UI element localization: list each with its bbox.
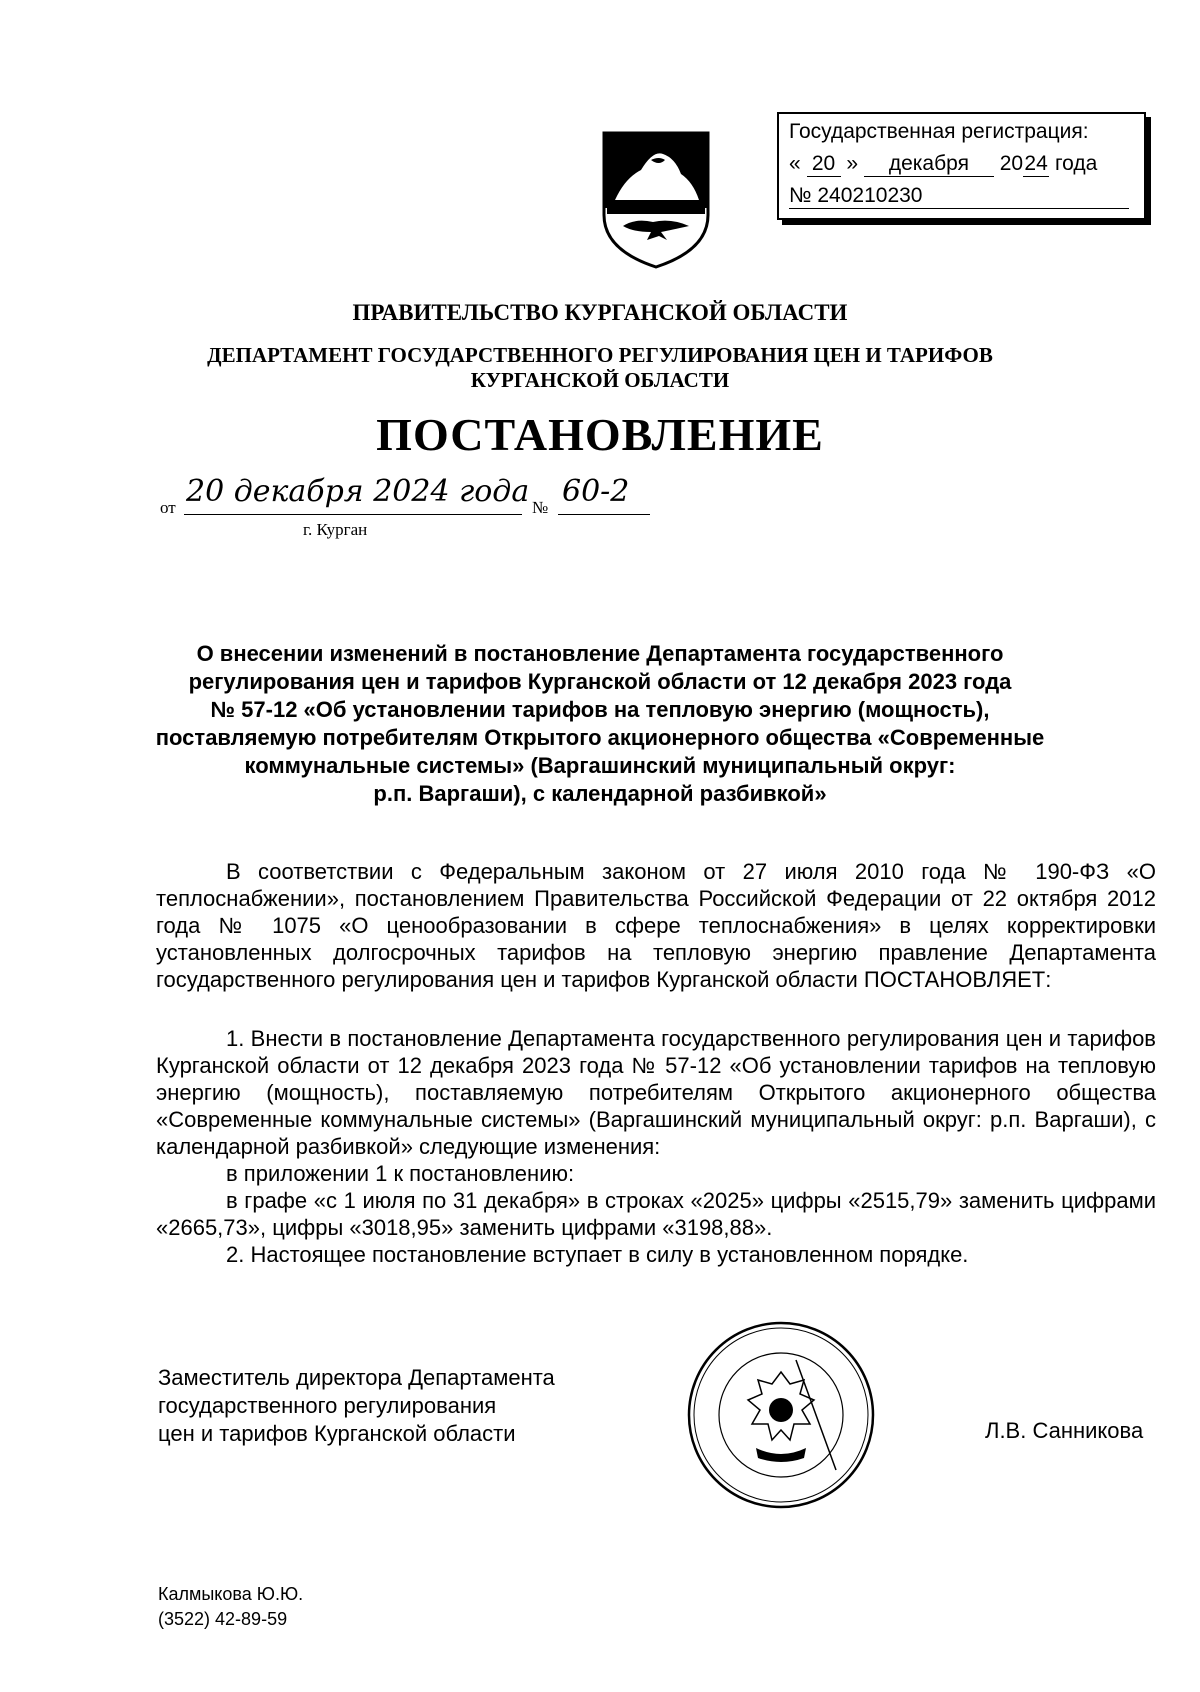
executor-contact [158, 1582, 303, 1632]
item-1-paragraph: 1. Внести в постановление Департамента государственного регулирования цен и тарифов Курганской области от 12 декабря 2023 года № 57-12 «Об установлении тарифов на тепловую энергию (мощность), поставляемую потребителям Открытого акционерного общества «Современные коммунальные системы» (Варгашинский муниципальный округ: р.п. Варгаши), с календарной разбивкой» следующие изменения: [156, 1026, 1156, 1159]
registration-day: 20 [807, 152, 841, 177]
department-title-line2: КУРГАНСКОЙ ОБЛАСТИ [470, 368, 730, 392]
registration-number: 240210230 [817, 184, 923, 207]
preamble-paragraph: В соответствии с Федеральным законом от 27 июля 2010 года № 190-ФЗ «О теплоснабжении», постановлением Правительства Российской Федерации от 22 октября 2012 года № 1075 «О ценообразовании в сфере теплоснабжения» в целях корректировки установленных долгосрочных тарифов на тепловую энергию правление Департамента государственного регулирования цен и тарифов Курганской области ПОСТАНОВЛЯЕТ: [156, 859, 1156, 992]
registration-year-word: года [1054, 152, 1098, 175]
registration-month: декабря [864, 152, 994, 177]
number-underline [558, 514, 650, 515]
registration-year-suffix: 24 [1024, 152, 1048, 175]
handwritten-date: 20 декабря 2024 года [186, 474, 530, 509]
official-seal-icon [686, 1320, 876, 1510]
registration-year-prefix: 20 [999, 152, 1024, 175]
signer-position: Заместитель директора Департамента государственного регулирования цен и тарифов Курганской области [158, 1365, 555, 1446]
executor-name: Калмыкова Ю.Ю. [158, 1584, 304, 1604]
department-title-line1: ДЕПАРТАМЕНТ ГОСУДАРСТВЕННОГО РЕГУЛИРОВАНИЯ ЦЕН И ТАРИФОВ [207, 343, 993, 367]
document-type-title: ПОСТАНОВЛЕНИЕ [376, 409, 824, 460]
coat-of-arms-icon [601, 130, 711, 270]
item-2-paragraph: 2. Настоящее постановление вступает в силу в установленном порядке. [226, 1242, 969, 1267]
from-label: от [160, 498, 176, 517]
handwritten-number: 60-2 [562, 474, 630, 509]
government-title: ПРАВИТЕЛЬСТВО КУРГАНСКОЙ ОБЛАСТИ [352, 300, 848, 325]
executor-phone: (3522) 42-89-59 [158, 1609, 288, 1629]
date-underline [184, 514, 522, 515]
item-1-sub-2: в графе «с 1 июля по 31 декабря» в строках «2025» цифры «2515,79» заменить цифрами «2665,73», цифры «3018,95» заменить цифрами «3198,88». [156, 1188, 1156, 1240]
document-subject: О внесении изменений в постановление Департамента государственного регулирования цен и тарифов Курганской области от 12 декабря 2023 года № 57-12 «Об установлении тарифов на тепловую энергию (мощность), поставляемую потребителям Открытого акционерного общества «Современные коммунальные системы» (Варгашинский муниципальный округ: р.п. Варгаши), с календарной разбивкой» [155, 641, 1045, 806]
date-number-line [160, 474, 680, 540]
number-label: № [532, 498, 549, 517]
registration-title: Государственная регистрация: [789, 120, 1089, 143]
registration-date: « 20 » декабря 2024 года [789, 152, 1098, 175]
registration-box [777, 112, 1146, 220]
registration-number-line: № 240210230 [789, 184, 1129, 209]
item-1-sub-1: в приложении 1 к постановлению: [226, 1161, 575, 1186]
city: г. Курган [303, 520, 368, 539]
signer-name: Л.В. Санникова [985, 1418, 1144, 1443]
